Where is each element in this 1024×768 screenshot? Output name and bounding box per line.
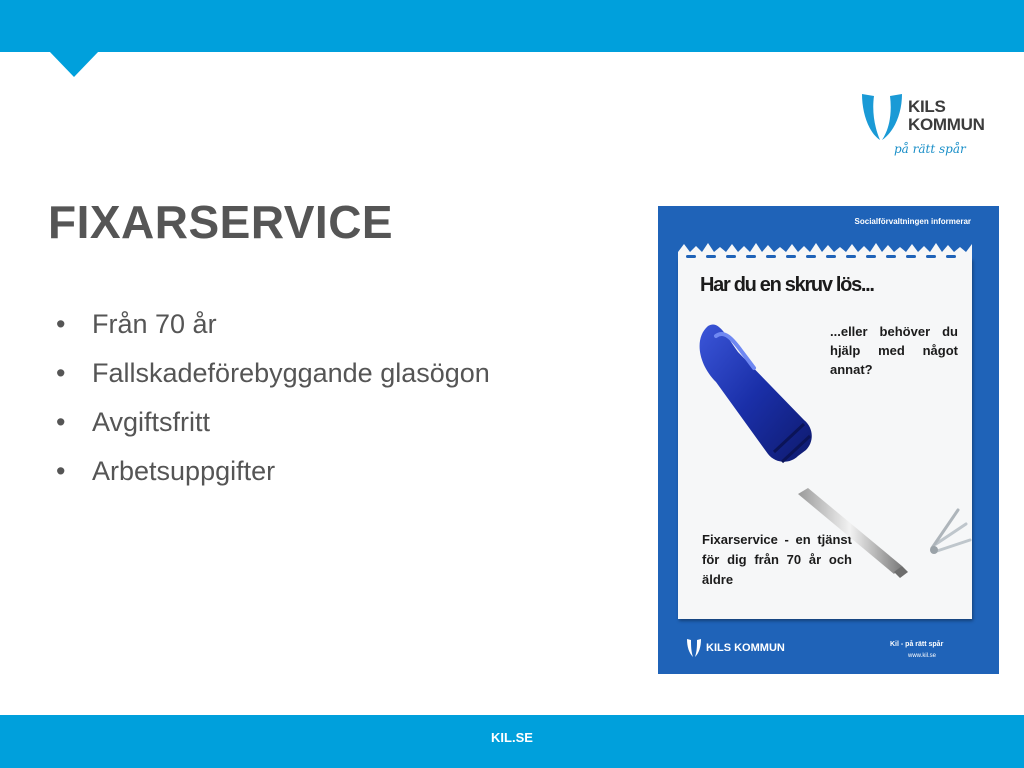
bullet-icon: • <box>56 407 66 437</box>
fixarservice-poster <box>658 206 999 674</box>
kil-se-link[interactable]: KIL.SE <box>491 730 533 745</box>
poster-question: ...eller behöver du hjälp med något annat? <box>830 324 958 377</box>
bullet-icon: • <box>56 309 66 339</box>
poster-slogan: Kil - på rätt spår <box>890 641 944 648</box>
bullet-list <box>54 300 490 496</box>
poster-brand: KILS KOMMUN <box>706 642 785 654</box>
slide-title: FIXARSERVICE <box>48 196 394 248</box>
bullet-item <box>54 300 490 349</box>
bullet-text: Från 70 år <box>92 309 217 339</box>
poster-url: www.kil.se <box>908 653 937 659</box>
kils-kommun-logo-mark-icon <box>860 92 904 142</box>
bullet-item <box>54 447 490 496</box>
bullet-item <box>54 398 490 447</box>
bullet-item <box>54 349 490 398</box>
kils-kommun-logo <box>858 90 998 170</box>
logo-name-line2: KOMMUN <box>908 115 985 134</box>
screwdriver-icon <box>658 206 999 674</box>
bullet-icon: • <box>56 358 66 388</box>
logo-name-line1: KILS <box>908 97 946 116</box>
poster-brand-mark-icon <box>686 638 702 658</box>
top-banner <box>0 0 1024 52</box>
poster-header: Socialförvaltningen informerar <box>854 217 971 226</box>
bullet-text: Avgiftsfritt <box>92 407 211 437</box>
logo-name <box>908 98 985 134</box>
top-banner-notch <box>49 51 99 77</box>
bullet-text: Arbetsuppgifter <box>92 456 276 486</box>
bullet-text: Fallskadeförebyggande glasögon <box>92 358 490 388</box>
poster-footer-text: Fixarservice - en tjänst för dig från 70 år och äldre <box>702 532 852 587</box>
bottom-banner <box>0 715 1024 768</box>
logo-tagline: på rätt spår <box>894 142 966 156</box>
bullet-icon: • <box>56 456 66 486</box>
poster-headline: Har du en skruv lös... <box>700 274 874 296</box>
